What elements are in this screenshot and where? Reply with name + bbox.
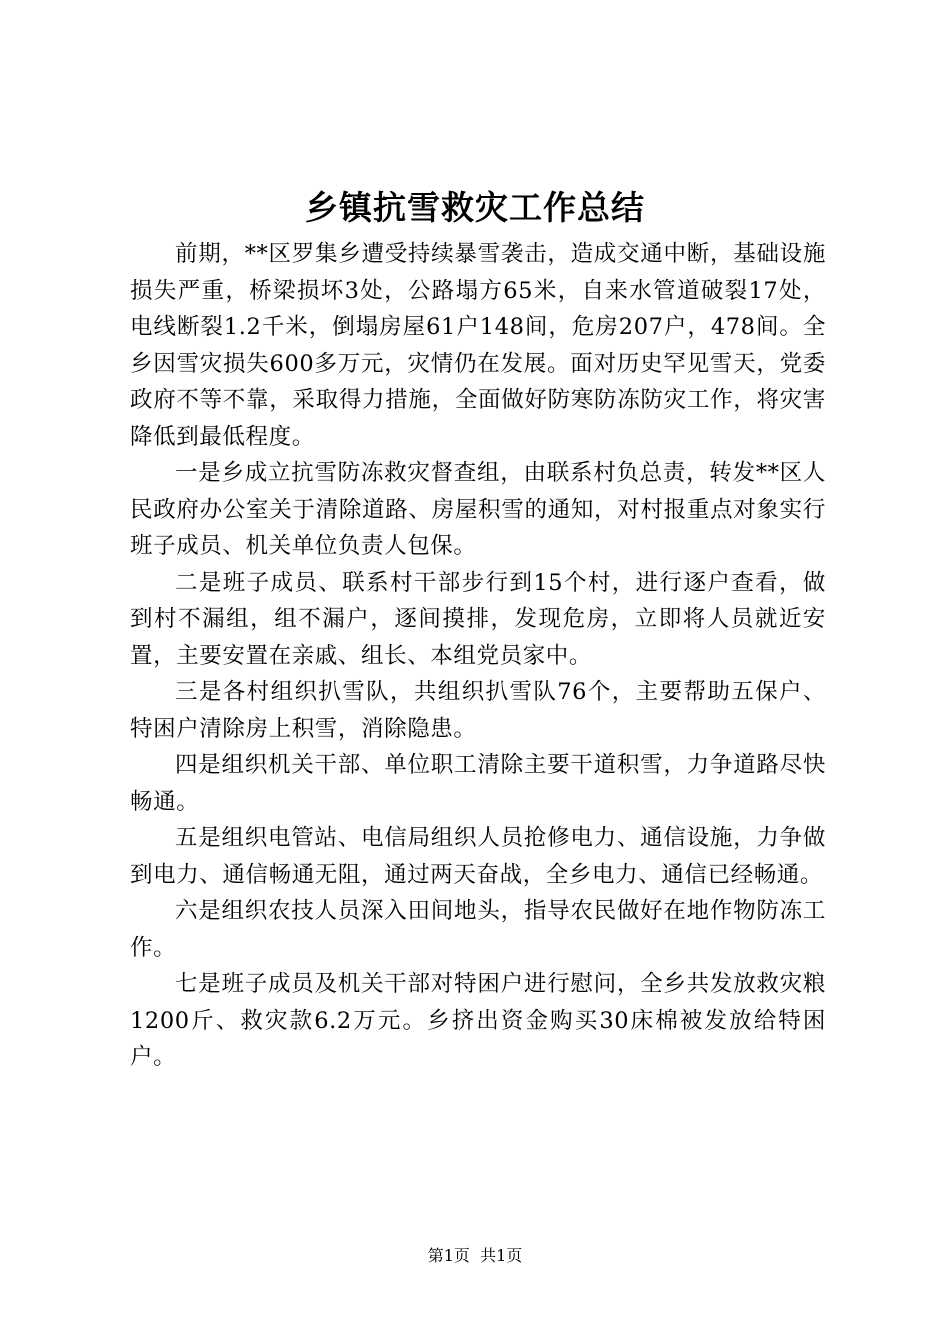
document-body xyxy=(130,236,826,1076)
paragraph-item-3: 三是各村组织扒雪队，共组织扒雪队76个，主要帮助五保户、特困户清除房上积雪，消除隐患。 xyxy=(130,679,826,742)
paragraph-item-1: 一是乡成立抗雪防冻救灾督查组，由联系村负总责，转发**区人民政府办公室关于清除道路、房屋积雪的通知，对村报重点对象实行班子成员、机关单位负责人包保。 xyxy=(130,460,826,559)
document-title: 乡镇抗雪救灾工作总结 xyxy=(305,188,645,227)
paragraph-item-2: 二是班子成员、联系村干部步行到15个村，进行逐户查看，做到村不漏组，组不漏户，逐间摸排，发现危房，立即将人员就近安置，主要安置在亲戚、组长、本组党员家中。 xyxy=(130,569,826,669)
paragraph-item-7: 七是班子成员及机关干部对特困户进行慰问，全乡共发放救灾粮1200斤、救灾款6.2万元。乡挤出资金购买30床棉被发放给特困户。 xyxy=(130,971,826,1070)
paragraph-intro: 前期，**区罗集乡遭受持续暴雪袭击，造成交通中断，基础设施损失严重，桥梁损坏3处，公路塌方65米，自来水管道破裂17处，电线断裂1.2千米，倒塌房屋61户148间，危房207户，478间。全乡因雪灾损失600多万元，灾情仍在发展。面对历史罕见雪天，党委政府不等不靠，采取得力措施，全面做好防寒防冻防灾工作，将灾害降低到最低程度。 xyxy=(130,241,826,450)
paragraph-item-6: 六是组织农技人员深入田间地头，指导农民做好在地作物防冻工作。 xyxy=(130,898,826,961)
page-number-label: 第1页 共1页 xyxy=(427,1246,523,1265)
paragraph-item-4: 四是组织机关干部、单位职工清除主要干道积雪，力争道路尽快畅通。 xyxy=(130,752,826,815)
page-footer xyxy=(0,1244,950,1268)
paragraph-item-5: 五是组织电管站、电信局组织人员抢修电力、通信设施，力争做到电力、通信畅通无阻，通过两天奋战，全乡电力、通信已经畅通。 xyxy=(130,825,826,888)
